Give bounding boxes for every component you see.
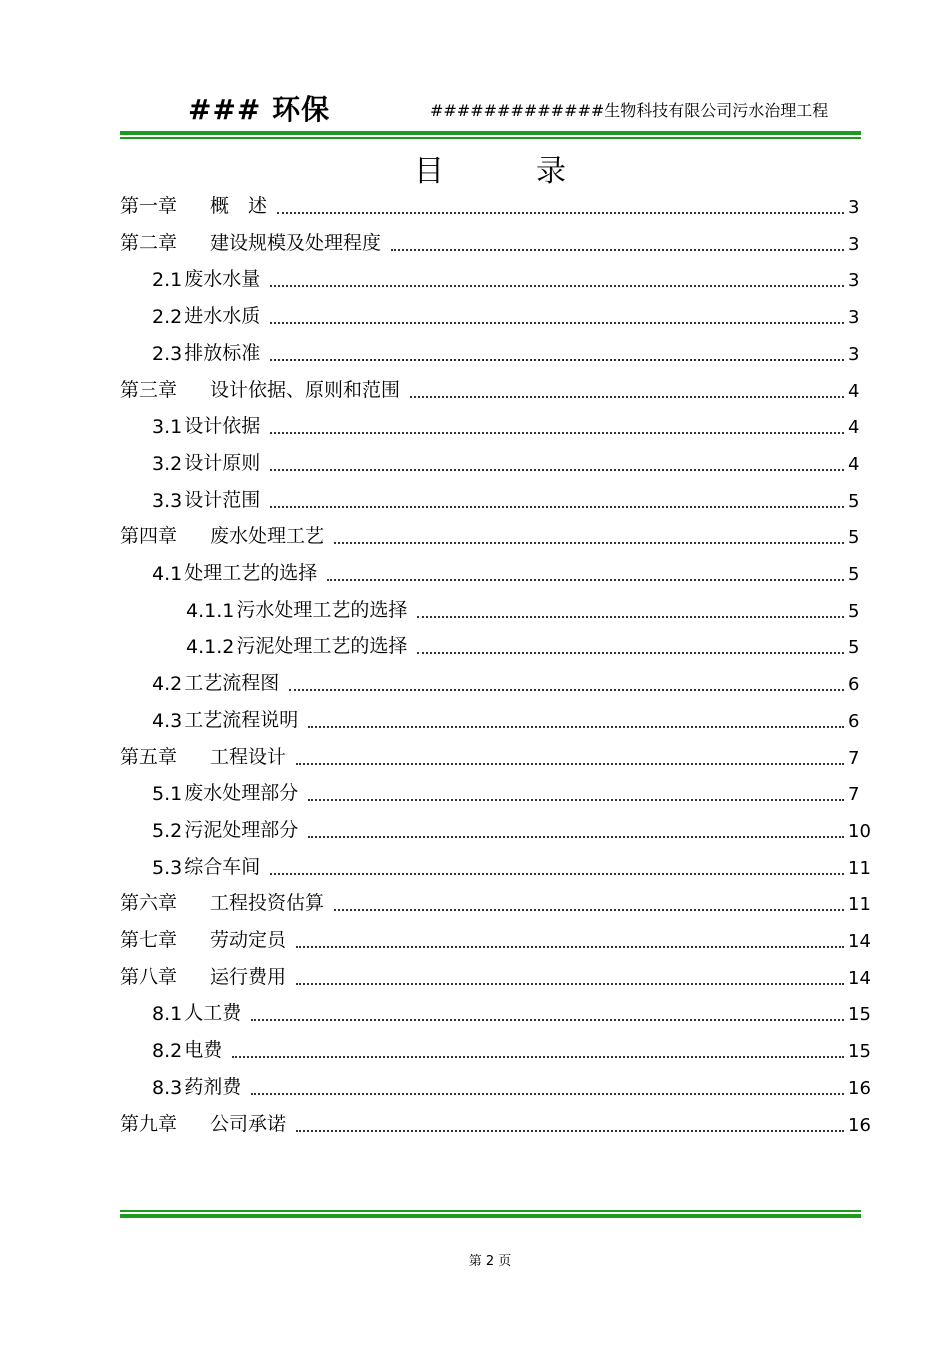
toc-entry[interactable]: [0, 669, 878, 695]
toc-entry-page: 3: [848, 270, 860, 292]
toc-entry-page: 7: [848, 747, 860, 769]
toc-entry-page: 4: [848, 453, 860, 475]
toc-entry-label: [152, 815, 298, 842]
toc-entry-number: 第六章: [120, 892, 178, 915]
toc-leader-dots: [417, 652, 844, 654]
toc-entry-number: 第八章: [120, 965, 178, 988]
toc-entry-label: [120, 191, 267, 218]
toc-entry-label: [152, 1072, 241, 1099]
toc-entry-label: [152, 668, 279, 695]
toc-entry-number: 5.3: [152, 856, 183, 879]
toc-entry-title: 工程设计: [210, 745, 287, 768]
toc-entry[interactable]: [0, 486, 878, 512]
toc-leader-dots: [391, 249, 844, 251]
toc-entry-number: 5.1: [152, 783, 183, 806]
toc-entry-title: 废水水量: [184, 268, 261, 291]
toc-entry-page: 6: [848, 674, 860, 696]
toc-entry-label: [152, 852, 260, 879]
toc-title: [414, 146, 566, 190]
toc-entry-number: 4.1: [152, 563, 183, 585]
page-number: 第 2 页: [468, 1254, 512, 1269]
toc-entry-number: 3.1: [152, 416, 183, 439]
toc-leader-dots: [296, 946, 844, 948]
toc-entry-label: [152, 778, 298, 805]
toc-entry-title: 综合车间: [184, 855, 261, 878]
toc-entry[interactable]: [0, 999, 878, 1025]
toc-entry-page: 3: [848, 197, 860, 218]
toc-entry[interactable]: [0, 192, 878, 218]
toc-entry-label: [152, 1035, 222, 1062]
toc-entry-number: 2.2: [152, 306, 183, 329]
toc-entry-number: 4.2: [152, 673, 183, 696]
toc-entry-page: 11: [848, 894, 871, 916]
toc-entry-title: 建设规模及处理程度: [210, 231, 382, 254]
toc-entry-number: 4.1.1: [186, 599, 235, 622]
toc-entry-title: 劳动定员: [210, 929, 287, 951]
toc-entry-label: [152, 301, 260, 328]
toc-entry[interactable]: [0, 596, 878, 622]
toc-leader-dots: [270, 432, 844, 434]
toc-entry-page: 6: [848, 710, 860, 732]
toc-entry-page: 5: [848, 637, 860, 659]
toc-entry-number: 2.1: [152, 269, 183, 292]
toc-entry-page: 15: [848, 1041, 871, 1063]
toc-entry-label: [152, 485, 260, 512]
toc-entry-page: 14: [848, 931, 871, 952]
toc-entry[interactable]: [0, 743, 878, 769]
toc-leader-dots: [417, 616, 844, 618]
toc-leader-dots: [270, 359, 844, 361]
toc-entry-page: 15: [848, 1004, 871, 1026]
toc-leader-dots: [296, 1130, 844, 1132]
toc-entry[interactable]: [0, 706, 878, 732]
toc-entry-label: [120, 375, 400, 402]
toc-entry-number: 第三章: [120, 378, 178, 401]
toc-entry[interactable]: [0, 376, 878, 402]
toc-entry-label: [186, 631, 407, 658]
toc-leader-dots: [327, 579, 844, 581]
toc-entry-label: [120, 1109, 286, 1136]
toc-leader-dots: [334, 542, 844, 544]
toc-entry-number: 第一章: [120, 195, 178, 217]
toc-entry-number: 第二章: [120, 231, 178, 254]
toc-leader-dots: [308, 799, 844, 801]
toc-entry-number: 第四章: [120, 525, 178, 548]
toc-entry-number: 2.3: [152, 342, 183, 365]
toc-title-right: 录: [536, 154, 566, 189]
toc-entry-title: 进水水质: [184, 305, 261, 328]
toc-entry-number: 第七章: [120, 929, 178, 951]
toc-leader-dots: [308, 726, 844, 728]
toc-entry[interactable]: [0, 412, 878, 438]
toc-entry-label: [120, 925, 286, 952]
toc-entry[interactable]: [0, 889, 878, 915]
toc-entry[interactable]: [0, 1036, 878, 1062]
toc-entry-number: 第五章: [120, 745, 178, 768]
toc-entry-title: 污泥处理工艺的选择: [236, 635, 408, 658]
toc-entry[interactable]: [0, 632, 878, 658]
toc-leader-dots: [270, 873, 844, 875]
toc-entry-label: [152, 264, 260, 291]
toc-entry-page: 5: [848, 527, 860, 549]
toc-leader-dots: [251, 1019, 844, 1021]
toc-entry-label: [120, 521, 324, 548]
toc-leader-dots: [251, 1093, 844, 1095]
toc-entry-title: 污泥处理部分: [184, 818, 299, 841]
toc-leader-dots: [270, 285, 844, 287]
toc-entry-title: 运行费用: [210, 965, 287, 988]
toc-entry-page: 4: [848, 417, 860, 439]
header-divider: [120, 131, 861, 139]
toc-entry-label: [120, 962, 286, 989]
toc-entry-number: 4.3: [152, 709, 183, 732]
toc-entry[interactable]: [0, 853, 878, 879]
toc-entry-title: 设计原则: [184, 451, 261, 474]
toc-leader-dots: [334, 909, 844, 911]
toc-entry[interactable]: [0, 449, 878, 475]
toc-entry[interactable]: [0, 229, 878, 255]
header-subtitle: #############生物科技有限公司污水治理工程: [430, 101, 829, 120]
toc-entry[interactable]: [0, 779, 878, 805]
toc-entry-page: 3: [848, 233, 860, 255]
toc-entry[interactable]: [0, 339, 878, 365]
toc-entry-title: 污水处理工艺的选择: [236, 598, 408, 621]
toc-entry-title: 废水处理部分: [184, 782, 299, 805]
toc-entry-title: 设计依据: [184, 415, 261, 438]
toc-entry-page: 5: [848, 564, 860, 585]
toc-entry-label: [120, 228, 381, 255]
toc-entry-title: 药剂费: [184, 1075, 242, 1098]
toc-entry[interactable]: [0, 926, 878, 952]
toc-entry-label: [152, 411, 260, 438]
toc-leader-dots: [289, 689, 844, 691]
toc-entry-number: 第九章: [120, 1112, 178, 1135]
toc-entry-title: 设计范围: [184, 488, 261, 511]
toc-entry-page: 14: [848, 967, 871, 989]
toc-entry-title: 排放标准: [184, 341, 261, 364]
toc-entry-label: [120, 888, 324, 915]
toc-leader-dots: [270, 469, 844, 471]
toc-leader-dots: [277, 212, 844, 214]
toc-entry[interactable]: [0, 963, 878, 989]
toc-leader-dots: [410, 396, 844, 398]
toc-entry-label: [152, 448, 260, 475]
toc-entry-number: 4.1.2: [186, 636, 235, 659]
toc-entry[interactable]: [0, 559, 878, 585]
toc-entry-title: 电费: [184, 1039, 223, 1062]
toc-entry-title: 工程投资估算: [210, 892, 325, 915]
toc-entry-page: 16: [848, 1114, 871, 1136]
toc-leader-dots: [308, 836, 844, 838]
toc-entry[interactable]: [0, 522, 878, 548]
toc-entry-title: 概 述: [210, 195, 268, 217]
toc-leader-dots: [296, 983, 844, 985]
header-brand: ### 环保: [188, 93, 331, 126]
toc-entry-page: 5: [848, 600, 860, 622]
toc-leader-dots: [270, 322, 844, 324]
toc-entry-page: 3: [848, 343, 860, 365]
toc-entry-number: 3.2: [152, 452, 183, 475]
toc-entry-page: 10: [848, 820, 871, 842]
toc-entry-title: 废水处理工艺: [210, 525, 325, 548]
toc-entry-title: 设计依据、原则和范围: [210, 378, 401, 401]
toc-entry-number: 8.1: [152, 1003, 183, 1026]
toc-entry-label: [152, 558, 317, 585]
toc-entry-page: 7: [848, 784, 860, 806]
toc-entry-page: 4: [848, 380, 860, 402]
toc-entry[interactable]: [0, 1110, 878, 1136]
toc-entry[interactable]: [0, 265, 878, 291]
toc-entry-label: [186, 595, 407, 622]
toc-entry-label: [152, 705, 298, 732]
toc-entry-number: 5.2: [152, 819, 183, 842]
toc-entry-number: 3.3: [152, 489, 183, 512]
toc-leader-dots: [270, 506, 844, 508]
toc-entry-title: 公司承诺: [210, 1112, 287, 1135]
toc-entry-number: 8.3: [152, 1076, 183, 1099]
toc-entry-label: [152, 338, 260, 365]
toc-entry[interactable]: [0, 302, 878, 328]
toc-entry-title: 人工费: [184, 1002, 242, 1025]
toc-entry-label: [152, 998, 241, 1025]
toc-entry-title: 处理工艺的选择: [184, 562, 318, 584]
toc-entry-number: 8.2: [152, 1040, 183, 1063]
toc-entry-page: 11: [848, 857, 871, 879]
toc-entry-page: 3: [848, 307, 860, 329]
toc-entry-label: [120, 742, 286, 769]
toc-entry-title: 工艺流程说明: [184, 708, 299, 731]
toc-entry-title: 工艺流程图: [184, 672, 280, 695]
toc-entry[interactable]: [0, 816, 878, 842]
toc-title-left: 目: [414, 154, 444, 189]
toc-entry[interactable]: [0, 1073, 878, 1099]
footer-divider: [120, 1210, 861, 1218]
toc-entry-page: 5: [848, 490, 860, 512]
toc-leader-dots: [232, 1056, 844, 1058]
toc-leader-dots: [296, 763, 844, 765]
toc-entry-page: 16: [848, 1077, 871, 1099]
